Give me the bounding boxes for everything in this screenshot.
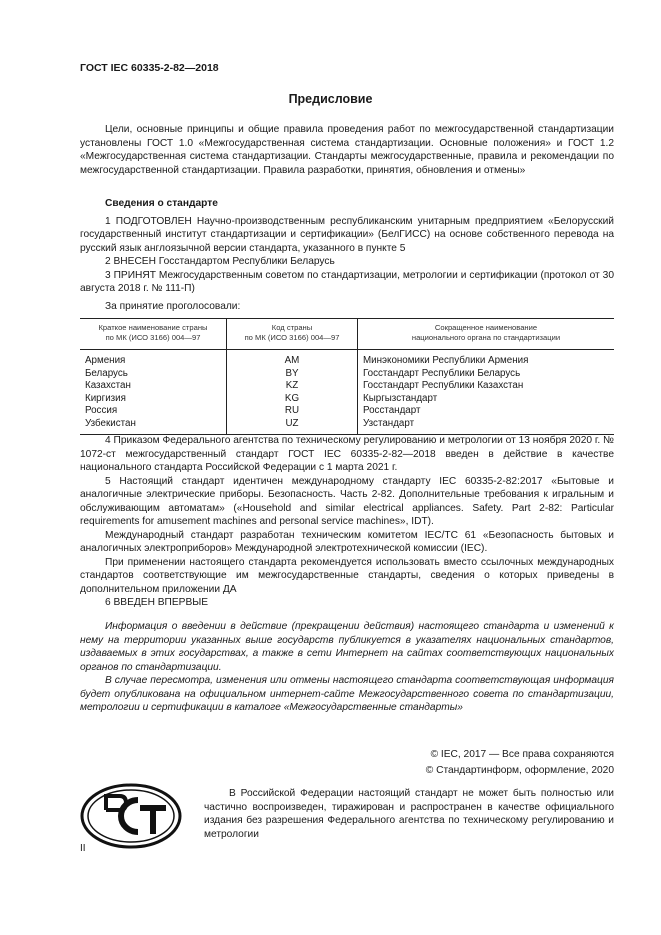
foreword-title: Предисловие xyxy=(288,92,373,106)
copyright-iec: © IEC, 2017 — Все права сохраняются xyxy=(430,749,614,760)
table-row xyxy=(80,350,614,368)
voting-countries-table xyxy=(80,318,614,435)
country-code: AM xyxy=(227,350,358,368)
authority-name: Узстандарт xyxy=(358,418,615,434)
country-name: Беларусь xyxy=(85,367,128,379)
revision-note: В случае пересмотра, изменения или отмены настоящего стандарта соответствующая информация будет опубликована на официальном интернет-сайте Межгосударственного совета по стандартизации, метрологии и сертификации в каталоге «Межгосударственные стандарты» xyxy=(80,675,614,713)
column-header-authority: Сокращенное наименование национального органа по стандартизации xyxy=(358,319,615,350)
standard-items-block xyxy=(80,434,614,610)
country-code: UZ xyxy=(227,418,358,434)
table-row xyxy=(80,418,614,434)
country-name: Армения xyxy=(85,355,126,366)
foreword-intro: Цели, основные принципы и общие правила проведения работ по межгосударственной стандартизации установлены ГОСТ 1.0 «Межгосударственная система стандартизации. Основные положения» и ГОСТ 1.2 «Межгосударственная система стандартизации. Стандарты межгосударственные, правила и рекомендации по межгосударственной стандартизации. Правила разработки, принятия, обновления и отмены» xyxy=(80,124,614,176)
authority-name: Минэкономики Республики Армения xyxy=(358,350,615,368)
table-row xyxy=(80,393,614,406)
info-item-3: 3 ПРИНЯТ Межгосударственным советом по стандартизации, метрологии и сертификации (протокол от 30 августа 2018 г. № 111-П) xyxy=(80,269,614,294)
table-row xyxy=(80,368,614,381)
publication-notes-block xyxy=(80,620,614,715)
country-name: Киргизия xyxy=(85,392,126,404)
table-row xyxy=(80,405,614,418)
info-item-5-references: При применении настоящего стандарта рекомендуется использовать вместо ссылочных международных стандартов соответствующие им межгосударственные стандарты, сведения о которых приведены в дополнительном приложении ДА xyxy=(80,556,614,595)
info-item-6: 6 ВВЕДЕН ВПЕРВЫЕ xyxy=(105,597,209,608)
country-name: Казахстан xyxy=(85,380,131,392)
document-code: ГОСТ IEC 60335-2-82—2018 xyxy=(80,62,219,74)
table-row xyxy=(80,380,614,393)
rst-certification-mark-icon xyxy=(80,782,182,855)
info-item-5: 5 Настоящий стандарт идентичен международному стандарту IEC 60335-2-82:2017 «Бытовые и аналогичные электрические приборы. Безопасность. Часть 2-82. Дополнительные требования к игральным и обслуживающим автоматам» («Household and similar electrical appliances. Safety. Part 2-82: Particular requirements for amusement machines and personal service machines», IDT). xyxy=(80,475,614,527)
info-item-5-developer: Международный стандарт разработан техническим комитетом IEC/TC 61 «Безопасность бытовых и аналогичных электроприборов» Международной электротехнической комиссии (IEC). xyxy=(80,529,614,554)
info-item-1: 1 ПОДГОТОВЛЕН Научно-производственным республиканским унитарным предприятием «Белорусский государственный институт стандартизации и сертификации» (БелГИСС) на основе собственного перевода на русский язык англоязычной версии стандарта, указанного в пункте 5 xyxy=(80,215,614,254)
country-name: Россия xyxy=(85,405,118,417)
country-code: RU xyxy=(227,405,358,418)
table-header-row xyxy=(80,319,614,350)
foreword-intro-block xyxy=(80,123,614,177)
country-code: KZ xyxy=(227,380,358,393)
copyright-standartinform: © Стандартинформ, оформление, 2020 xyxy=(425,765,614,776)
authority-name: Росстандарт xyxy=(358,405,615,418)
info-publication-note: Информация о введении в действие (прекращении действия) настоящего стандарта и изменений к нему на территории указанных выше государств публикуется в указателях национальных стандартов, издаваемых в этих государствах, а также в сети Интернет на сайтах соответствующих национальных органов по стандартизации. xyxy=(80,621,614,673)
country-code: KG xyxy=(227,393,358,406)
page-number: II xyxy=(80,843,86,854)
reproduction-notice: В Российской Федерации настоящий стандарт не может быть полностью или частично воспроизведен, тиражирован и распространен в качестве официального издания без разрешения Федерального агентства по техническому регулированию и метрологии xyxy=(204,788,614,840)
standard-info-heading: Сведения о стандарте xyxy=(105,198,218,209)
authority-name: Госстандарт Республики Казахстан xyxy=(358,380,615,393)
info-item-2: 2 ВНЕСЕН Госстандартом Республики Беларусь xyxy=(105,256,335,267)
country-name: Узбекистан xyxy=(80,418,227,434)
authority-name: Кыргызстандарт xyxy=(358,393,615,406)
copyright-block xyxy=(426,747,614,779)
voted-label: За принятие проголосовали: xyxy=(105,300,241,312)
column-header-country: Краткое наименование страны по МК (ИСО 3166) 004—97 xyxy=(80,319,227,350)
authority-name: Госстандарт Республики Беларусь xyxy=(358,368,615,381)
country-code: BY xyxy=(227,368,358,381)
info-item-4: 4 Приказом Федерального агентства по техническому регулированию и метрологии от 13 ноября 2020 г. № 1072-ст межгосударственный стандарт ГОСТ IEC 60335-2-82—2018 введен в действие в качестве национального стандарта Российской Федерации с 1 марта 2021 г. xyxy=(80,435,614,473)
column-header-code: Код страны по МК (ИСО 3166) 004—97 xyxy=(227,319,358,350)
standard-info-block xyxy=(80,197,614,313)
